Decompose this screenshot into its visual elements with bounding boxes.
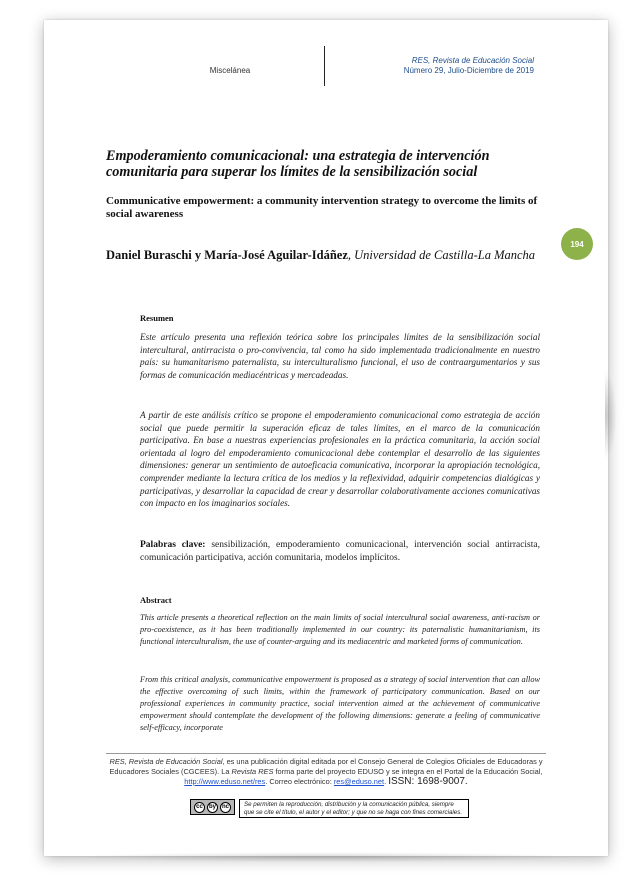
footer-divider [106,753,546,754]
page-number-badge: 194 [561,228,593,260]
keywords-label: Palabras clave: [140,540,206,550]
article-title-en: Communicative empowerment: a community intervention strategy to overcome the limits of social awareness [106,195,538,220]
keywords-list: sensibilización, empoderamiento comunicacional, intervención social antirracista, comunicación participativa, acción comunitaria, modelos implícitos. [140,540,540,563]
abstract-heading: Abstract [140,595,172,605]
nc-icon: nc [220,802,231,813]
cc-icon: cc [194,802,205,813]
cc-license-badge[interactable] [190,799,235,815]
license-block [190,799,469,818]
footer-notice [96,757,556,787]
resumen-heading: Resumen [140,313,174,323]
header-issue: Número 29, Julio-Diciembre de 2019 [403,66,534,75]
header-section: Miscelánea [209,66,251,75]
license-text: Se permiten la reproducción, distribución y la comunicación pública, siempre que se cite el título, el autor y el editor; y que no se haga con fines comerciales. [239,799,469,818]
abstract-paragraph-1: This article presents a theoretical reflection on the main limits of social intercultural social awareness, anti-racism or pro-coexistence, as it has been traditionally implemented in our country: its paternalistic humanitarianism, its functional interculturalism, the use of counter-arguing and its mediacentric and marketed forms of communication. [140,613,540,647]
resumen-keywords [140,539,540,564]
header-journal-name: RES, Revista de Educación Social [411,56,534,65]
author-affiliation: , Universidad de Castilla-La Mancha [347,248,536,262]
header-divider [324,46,325,86]
article-title-es: Empoderamiento comunicacional: una estrategia de intervención comunitaria para superar los límites de la sensibilización social [106,148,490,180]
header-journal-info [338,56,534,76]
footer-text: , es una publicación digital editada por el Consejo General de Colegios Oficiales de Educadoras y Educadores Sociales (CGCEES). La [109,757,543,776]
footer-portal-link[interactable]: http://www.eduso.net/res [184,777,266,786]
footer-issn: ISSN: 1698-9007. [388,776,468,787]
footer-text: forma parte del proyecto EDUSO y se integra en el Portal de la Educación Social, [273,767,543,776]
by-icon: by [207,802,218,813]
abstract-paragraph-2: From this critical analysis, communicative empowerment is proposed as a strategy of social intervention that can allow the effective overcoming of such limits, within the framework of participatory communication. Based on our professional experiences in community practice, social intervention aimed at the achievement of communicative empowerment should contemplate the development of the following dimensions: generate a feeling of communicative self-efficacy, incorporate [140,675,540,733]
footer-email-link[interactable]: res@eduso.net [333,777,385,786]
author-names: Daniel Buraschi y María-José Aguilar-Idáñez [106,248,348,262]
page-edge-shadow [605,370,617,460]
footer-journal-name: RES, Revista de Educación Social [109,757,223,766]
resumen-paragraph-2: A partir de este análisis crítico se propone el empoderamiento comunicacional como estrategia de acción social que puede permitir la superación eficaz de tales límites, en el marco de la comunicación participativa. En base a nuestras experiencias profesionales en la práctica comunitaria, la acción social orientada al logro del empoderamiento comunicacional debe contemplar el desarrollo de las siguientes dimensiones: generar un sentimiento de autoeficacia comunicativa, incorporar la apropiación tecnológica, comprender mediante la lectura crítica de los medios y la reflexividad, adquirir competencias dialógicas y participativas, y desarrollar la capacidad de crear y desarrollar colaborativamente acciones comunicativas con impacto en los imaginarios sociales. [140,410,540,509]
page-shadow [70,852,582,862]
article-authors [106,248,546,263]
footer-journal-short: Revista RES [231,767,274,776]
footer-text: . [384,777,389,786]
footer-text: . Correo electrónico: [265,777,334,786]
resumen-paragraph-1: Este artículo presenta una reflexión teórica sobre los principales límites de la sensibilización social intercultural, antirracista o pro-convivencia, tal como ha sido implementada tradicionalmente en nuestro país: su humanitarismo paternalista, su interculturalismo funcional, el uso de contraargumentarios y sus formas de comunicación mediacéntricas y mercadeadas. [140,332,540,380]
